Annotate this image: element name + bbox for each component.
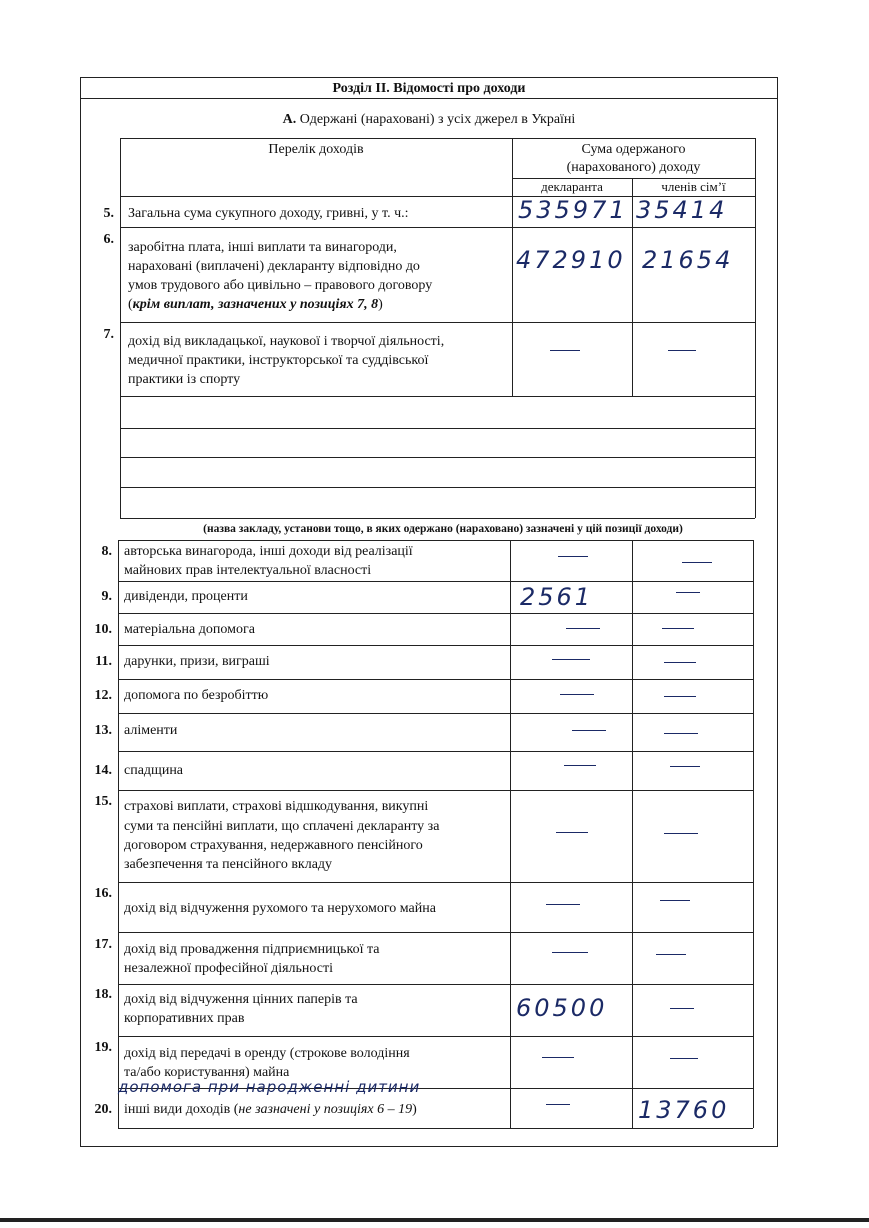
- lower-table-top: [118, 540, 753, 541]
- row-17-border: [118, 984, 753, 985]
- row-5-border: [120, 227, 755, 228]
- row-num-5: 5.: [103, 206, 114, 221]
- col-divider2-upper: [632, 196, 633, 396]
- subtitle-text: Одержані (нараховані) з усіх джерел в Україні: [299, 112, 576, 127]
- row-14-declarant-dash: [564, 765, 596, 766]
- section-title: Розділ II. Відомості про доходи: [332, 81, 526, 96]
- lower-table-left: [118, 540, 119, 1128]
- row-num-7: 7.: [103, 327, 114, 342]
- row-10-family-dash: [662, 628, 694, 629]
- row-6-note: крім виплат, зазначених у позиціях 7, 8: [132, 297, 379, 312]
- row-text-14: спадщина: [124, 763, 184, 778]
- col-divider-upper: [512, 196, 513, 396]
- row-6-family: 21654: [642, 246, 734, 274]
- row-20-label: інші види доходів: [124, 1102, 231, 1117]
- lower-col-divider: [510, 540, 511, 1128]
- institution-note: (назва закладу, установи тощо, в яких одержано (нараховано) зазначені у цій позиції доходи): [203, 523, 683, 535]
- row-19-family-dash: [670, 1058, 698, 1059]
- row-13-border: [118, 751, 753, 752]
- row-10-border: [118, 645, 753, 646]
- row-7-border: [120, 396, 755, 397]
- row-text-18-l1: дохід від відчуження цінних паперів та: [124, 992, 358, 1007]
- row-10-declarant-dash: [566, 628, 600, 629]
- row-20-border: [118, 1128, 753, 1129]
- row-text-7-l2: медичної практики, інструкторської та суддівської: [128, 353, 429, 368]
- row-20-handwritten-note: допомога при народженні дитини: [118, 1078, 421, 1096]
- row-9-declarant: 2561: [520, 583, 594, 611]
- header-sum-line1: Сума одержаного: [581, 142, 686, 157]
- row-text-17-l2: незалежної професійної діяльності: [124, 961, 333, 976]
- row-text-20: інші види доходів (не зазначені у позиціях 6 – 19): [124, 1102, 417, 1117]
- row-text-17-l1: дохід від провадження підприємницької та: [124, 942, 380, 957]
- row-text-6-l1: заробітна плата, інші виплати та винагороди,: [128, 240, 397, 255]
- row-12-border: [118, 713, 753, 714]
- row-text-8-l2: майнових прав інтелектуальної власності: [124, 563, 372, 578]
- row-num-19: 19.: [94, 1040, 112, 1055]
- row-8-family-dash: [682, 562, 712, 563]
- row-6-border: [120, 322, 755, 323]
- row-18-declarant: 60500: [516, 994, 608, 1022]
- row-15-border: [118, 882, 753, 883]
- row-11-declarant-dash: [552, 659, 590, 660]
- row-text-19-l1: дохід від передачі в оренду (строкове володіння: [124, 1046, 410, 1061]
- row-13-family-dash: [664, 733, 698, 734]
- row-text-6-l3: умов трудового або цивільно – правового договору: [128, 278, 433, 293]
- row-11-border: [118, 679, 753, 680]
- institution-line-3: [120, 487, 755, 488]
- table-right-border-upper: [755, 196, 756, 518]
- row-text-12: допомога по безробіттю: [124, 688, 269, 703]
- row-12-declarant-dash: [560, 694, 594, 695]
- lower-col-divider2: [632, 540, 633, 1128]
- table-top-border: [120, 138, 755, 139]
- row-num-16: 16.: [94, 886, 112, 901]
- row-num-18: 18.: [94, 987, 112, 1002]
- row-13-declarant-dash: [572, 730, 606, 731]
- row-text-16: дохід від відчуження рухомого та нерухомого майна: [124, 901, 436, 916]
- row-5-declarant: 535971: [518, 196, 628, 224]
- lower-table-right: [753, 540, 754, 1128]
- section-subtitle: [80, 110, 778, 130]
- row-num-13: 13.: [94, 723, 112, 738]
- header-declarant: декларанта: [541, 179, 603, 194]
- row-num-17: 17.: [94, 937, 112, 952]
- row-text-15-l4: забезпечення та пенсійного вкладу: [124, 857, 333, 872]
- row-text-7-l1: дохід від викладацької, наукової і творчої діяльності,: [128, 334, 445, 349]
- subtitle-label: А.: [282, 112, 297, 127]
- row-text-15-l2: суми та пенсійні виплати, що сплачені декларанту за: [124, 819, 440, 834]
- row-text-10: матеріальна допомога: [124, 622, 255, 637]
- row-text-19-l2: та/або користування) майна: [124, 1065, 290, 1080]
- row-text-11: дарунки, призи, виграші: [124, 654, 270, 669]
- row-num-9: 9.: [101, 589, 112, 604]
- row-11-family-dash: [664, 662, 696, 663]
- row-9-family-dash: [676, 592, 700, 593]
- row-num-11: 11.: [95, 654, 112, 669]
- row-14-family-dash: [670, 766, 700, 767]
- row-num-8: 8.: [101, 544, 112, 559]
- row-20-note: не зазначені у позиціях 6 – 19: [238, 1102, 413, 1117]
- row-16-declarant-dash: [546, 904, 580, 905]
- header-income-list: Перелік доходів: [268, 142, 364, 157]
- row-text-9: дивіденди, проценти: [124, 589, 248, 604]
- row-7-declarant-dash: [550, 350, 580, 351]
- row-num-20: 20.: [94, 1102, 112, 1117]
- row-15-declarant-dash: [556, 832, 588, 833]
- row-16-border: [118, 932, 753, 933]
- header-family: членів сім’ї: [661, 179, 726, 194]
- row-text-8-l1: авторська винагорода, інші доходи від реалізації: [124, 544, 413, 559]
- row-text-15-l3: договором страхування, недержавного пенсійного: [124, 838, 423, 853]
- row-8-border: [118, 581, 753, 582]
- title-divider: [80, 98, 778, 99]
- header-sum-line2: (нарахованого) доходу: [566, 160, 701, 175]
- table-right-border: [755, 138, 756, 196]
- row-8-declarant-dash: [558, 556, 588, 557]
- row-text-5: Загальна сума сукупного доходу, гривні, у т. ч.:: [128, 206, 409, 221]
- row-text-7-l3: практики із спорту: [128, 372, 241, 387]
- institution-line-2: [120, 457, 755, 458]
- row-text-15-l1: страхові виплати, страхові відшкодування, викупні: [124, 799, 429, 814]
- row-6-declarant: 472910: [516, 246, 626, 274]
- row-20-declarant-dash: [546, 1104, 570, 1105]
- row-16-family-dash: [660, 900, 690, 901]
- row-14-border: [118, 790, 753, 791]
- row-20-family: 13760: [638, 1096, 730, 1124]
- institution-line-1: [120, 428, 755, 429]
- row-7-family-dash: [668, 350, 696, 351]
- row-18-border: [118, 1036, 753, 1037]
- page-bottom-rule: [0, 1218, 869, 1222]
- row-text-18-l2: корпоративних прав: [124, 1011, 245, 1026]
- row-5-family: 35414: [636, 196, 728, 224]
- row-19-declarant-dash: [542, 1057, 574, 1058]
- row-text-13: аліменти: [124, 723, 178, 738]
- row-17-declarant-dash: [552, 952, 588, 953]
- row-17-family-dash: [656, 954, 686, 955]
- row-12-family-dash: [664, 696, 696, 697]
- row-9-border: [118, 613, 753, 614]
- row-num-15: 15.: [94, 794, 112, 809]
- row-text-6-l4: (крім виплат, зазначених у позиціях 7, 8): [128, 297, 383, 312]
- row-text-6-l2: нараховані (виплачені) декларанту відповідно до: [128, 259, 420, 274]
- row-num-6: 6.: [103, 232, 114, 247]
- row-18-family-dash: [670, 1008, 694, 1009]
- row-num-12: 12.: [94, 688, 112, 703]
- row-num-10: 10.: [94, 622, 112, 637]
- row-num-14: 14.: [94, 763, 112, 778]
- row-15-family-dash: [664, 833, 698, 834]
- table-left-border-upper: [120, 196, 121, 518]
